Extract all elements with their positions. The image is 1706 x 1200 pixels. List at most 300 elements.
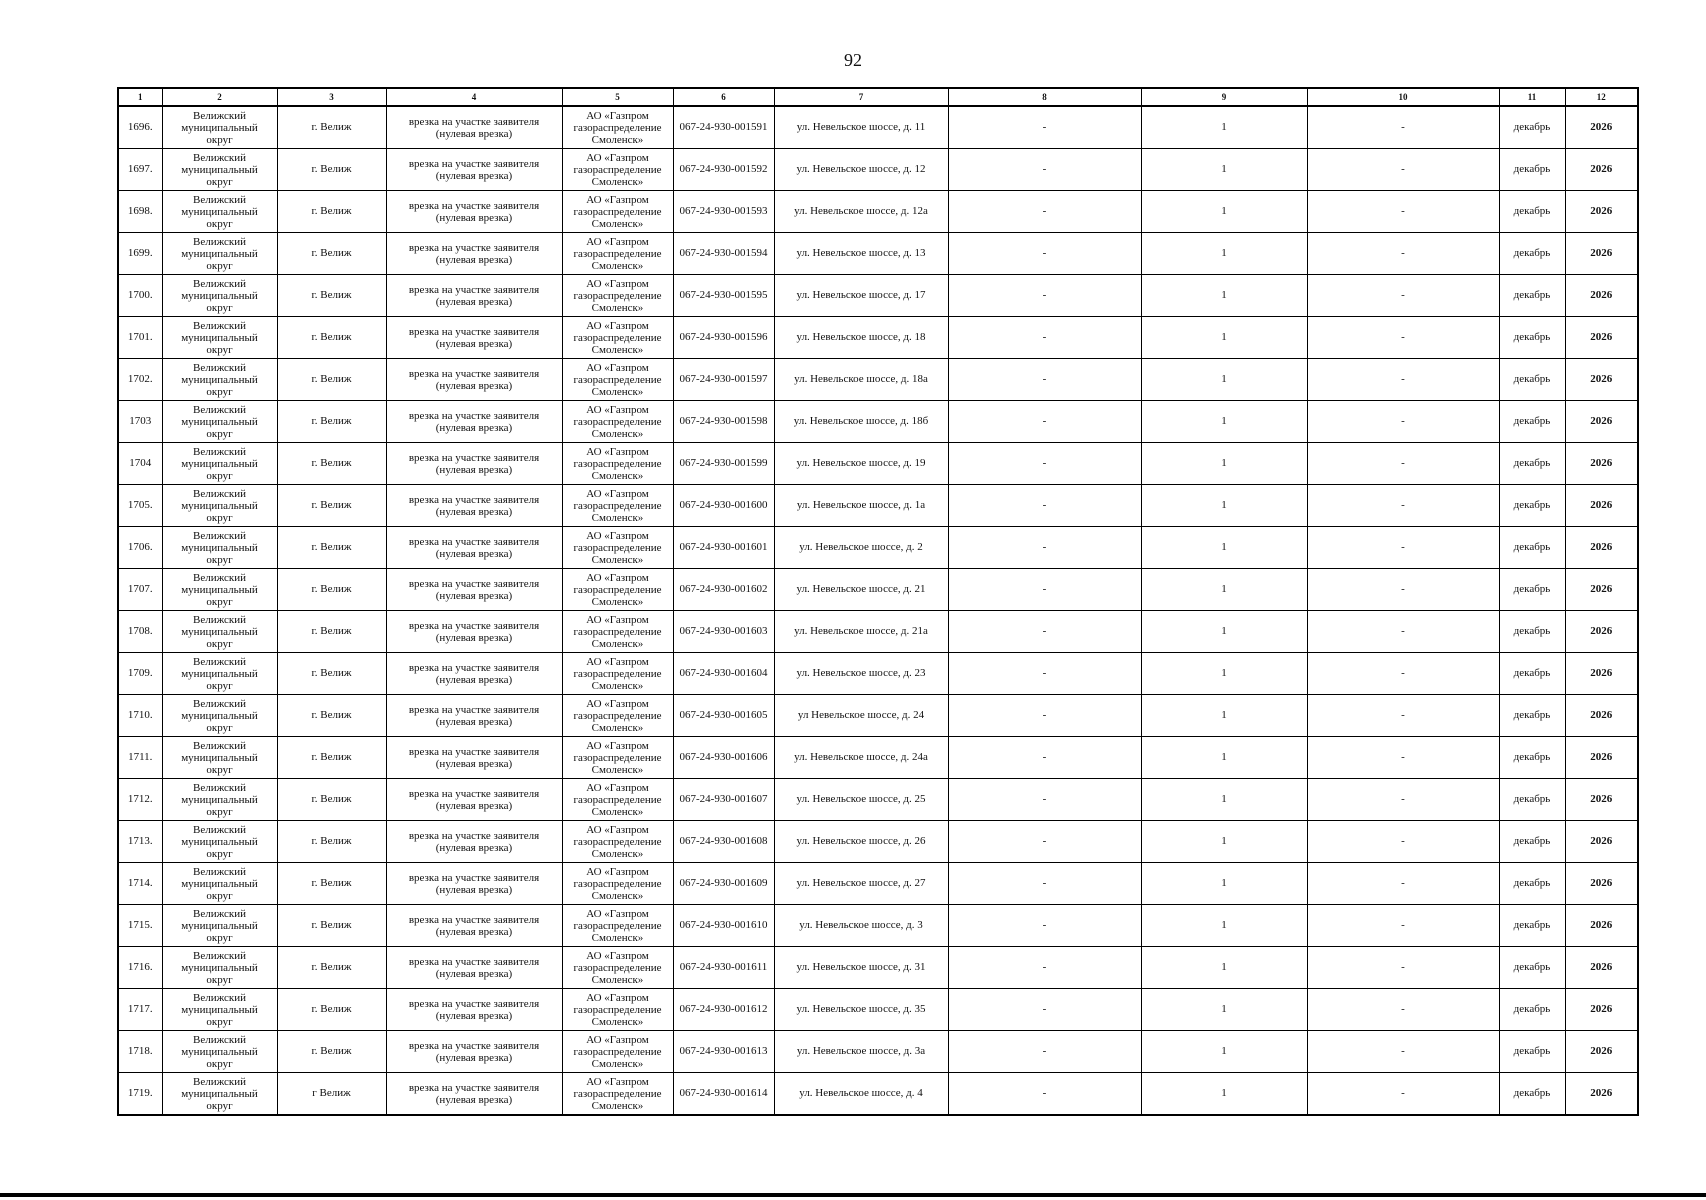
application-code: 067-24-930-001600 [673, 485, 774, 527]
table-row [118, 191, 1638, 233]
table-row [118, 443, 1638, 485]
table-body [118, 106, 1638, 1115]
address: ул. Невельское шоссе, д. 21а [774, 611, 948, 653]
municipal-district [162, 905, 277, 947]
municipal-district-line: округ [206, 301, 233, 314]
connection-type-line: врезка на участке заявителя [408, 955, 540, 968]
gas-organization [562, 149, 673, 191]
column-header-3: 3 [277, 88, 386, 106]
connection-type-line: (нулевая врезка) [435, 211, 513, 224]
gas-organization [562, 905, 673, 947]
gas-organization-line: Смоленск» [591, 259, 644, 272]
municipal-district [162, 779, 277, 821]
column-10-value: - [1307, 863, 1499, 905]
municipal-district [162, 863, 277, 905]
row-number: 1703 [118, 401, 162, 443]
column-8-value: - [948, 779, 1141, 821]
municipal-district-line: Велижский [193, 571, 246, 584]
column-9-value: 1 [1141, 317, 1307, 359]
gas-organization-line: АО «Газпром [586, 361, 649, 374]
municipal-district-line: Велижский [193, 1075, 246, 1088]
address: ул. Невельское шоссе, д. 11 [774, 106, 948, 149]
gas-organization [562, 527, 673, 569]
month: декабрь [1499, 863, 1565, 905]
gas-organization-line: АО «Газпром [586, 151, 649, 164]
gas-organization-line: газораспределение [573, 835, 662, 848]
city: г. Велиж [277, 149, 386, 191]
address: ул. Невельское шоссе, д. 27 [774, 863, 948, 905]
gas-organization [562, 1031, 673, 1073]
address: ул. Невельское шоссе, д. 19 [774, 443, 948, 485]
municipal-district [162, 149, 277, 191]
gas-organization-line: АО «Газпром [586, 739, 649, 752]
year: 2026 [1565, 905, 1638, 947]
connection-type [386, 401, 562, 443]
column-8-value: - [948, 905, 1141, 947]
month: декабрь [1499, 611, 1565, 653]
row-number: 1709. [118, 653, 162, 695]
column-10-value: - [1307, 359, 1499, 401]
gas-organization-line: Смоленск» [591, 889, 644, 902]
month: декабрь [1499, 317, 1565, 359]
connection-type-line: (нулевая врезка) [435, 925, 513, 938]
column-9-value: 1 [1141, 695, 1307, 737]
gas-organization-line: АО «Газпром [586, 613, 649, 626]
gas-organization-line: АО «Газпром [586, 277, 649, 290]
column-9-value: 1 [1141, 233, 1307, 275]
row-number: 1697. [118, 149, 162, 191]
application-code: 067-24-930-001603 [673, 611, 774, 653]
application-code: 067-24-930-001602 [673, 569, 774, 611]
gas-organization-line: газораспределение [573, 499, 662, 512]
gas-organization-line: Смоленск» [591, 217, 644, 230]
connection-type-line: врезка на участке заявителя [408, 283, 540, 296]
row-number: 1701. [118, 317, 162, 359]
municipal-district-line: Велижский [193, 277, 246, 290]
municipal-district-line: муниципальный [181, 583, 258, 596]
city: г. Велиж [277, 443, 386, 485]
table-row [118, 149, 1638, 191]
table-row [118, 905, 1638, 947]
gas-organization-line: газораспределение [573, 961, 662, 974]
column-10-value: - [1307, 737, 1499, 779]
municipal-district-line: Велижский [193, 361, 246, 374]
application-code: 067-24-930-001598 [673, 401, 774, 443]
row-number: 1706. [118, 527, 162, 569]
table-row [118, 611, 1638, 653]
table-row [118, 401, 1638, 443]
gas-organization-line: газораспределение [573, 247, 662, 260]
column-10-value: - [1307, 695, 1499, 737]
address: ул. Невельское шоссе, д. 18б [774, 401, 948, 443]
table-row [118, 527, 1638, 569]
municipal-district [162, 359, 277, 401]
row-number: 1696. [118, 106, 162, 149]
city: г. Велиж [277, 401, 386, 443]
month: декабрь [1499, 989, 1565, 1031]
gas-organization [562, 779, 673, 821]
month: декабрь [1499, 653, 1565, 695]
municipal-district-line: Велижский [193, 193, 246, 206]
gas-organization [562, 863, 673, 905]
connection-type-line: врезка на участке заявителя [408, 493, 540, 506]
column-9-value: 1 [1141, 821, 1307, 863]
municipal-district-line: Велижский [193, 781, 246, 794]
municipal-district-line: округ [206, 1099, 233, 1112]
connection-type [386, 905, 562, 947]
gas-organization [562, 611, 673, 653]
column-header-10: 10 [1307, 88, 1499, 106]
connection-type-line: врезка на участке заявителя [408, 745, 540, 758]
gas-organization-line: АО «Газпром [586, 403, 649, 416]
municipal-district-line: Велижский [193, 235, 246, 248]
column-9-value: 1 [1141, 989, 1307, 1031]
municipal-district [162, 947, 277, 989]
city: г. Велиж [277, 191, 386, 233]
column-8-value: - [948, 275, 1141, 317]
gas-organization-line: Смоленск» [591, 469, 644, 482]
gas-organization [562, 569, 673, 611]
table-row [118, 947, 1638, 989]
city: г. Велиж [277, 527, 386, 569]
column-10-value: - [1307, 106, 1499, 149]
municipal-district-line: муниципальный [181, 247, 258, 260]
municipal-district-line: Велижский [193, 109, 246, 122]
gas-organization-line: газораспределение [573, 1045, 662, 1058]
gas-organization-line: Смоленск» [591, 595, 644, 608]
municipal-district-line: муниципальный [181, 961, 258, 974]
city: г. Велиж [277, 695, 386, 737]
application-code: 067-24-930-001601 [673, 527, 774, 569]
municipal-district [162, 821, 277, 863]
connection-type [386, 443, 562, 485]
connection-type-line: врезка на участке заявителя [408, 577, 540, 590]
table-row [118, 989, 1638, 1031]
gas-organization-line: газораспределение [573, 793, 662, 806]
table-row [118, 1073, 1638, 1116]
row-number: 1712. [118, 779, 162, 821]
municipal-district-line: округ [206, 805, 233, 818]
municipal-district-line: Велижский [193, 613, 246, 626]
connection-type-line: врезка на участке заявителя [408, 703, 540, 716]
connection-type [386, 653, 562, 695]
column-8-value: - [948, 569, 1141, 611]
connection-type-line: (нулевая врезка) [435, 505, 513, 518]
column-9-value: 1 [1141, 401, 1307, 443]
municipal-district-line: муниципальный [181, 331, 258, 344]
column-9-value: 1 [1141, 1073, 1307, 1116]
column-10-value: - [1307, 653, 1499, 695]
column-header-1: 1 [118, 88, 162, 106]
column-9-value: 1 [1141, 106, 1307, 149]
municipal-district [162, 653, 277, 695]
gas-organization [562, 359, 673, 401]
gas-organization-line: Смоленск» [591, 763, 644, 776]
column-8-value: - [948, 317, 1141, 359]
municipal-district-line: округ [206, 931, 233, 944]
gas-organization-line: АО «Газпром [586, 571, 649, 584]
year: 2026 [1565, 569, 1638, 611]
municipal-district-line: округ [206, 175, 233, 188]
month: декабрь [1499, 443, 1565, 485]
gas-organization-line: Смоленск» [591, 1057, 644, 1070]
connection-type-line: (нулевая врезка) [435, 421, 513, 434]
table-row [118, 359, 1638, 401]
address: ул. Невельское шоссе, д. 24а [774, 737, 948, 779]
column-8-value: - [948, 401, 1141, 443]
municipal-district-line: муниципальный [181, 667, 258, 680]
month: декабрь [1499, 359, 1565, 401]
connection-type [386, 695, 562, 737]
application-code: 067-24-930-001604 [673, 653, 774, 695]
municipal-district-line: округ [206, 343, 233, 356]
gas-organization [562, 191, 673, 233]
gas-organization-line: Смоленск» [591, 805, 644, 818]
connection-type-line: (нулевая врезка) [435, 253, 513, 266]
municipal-district-line: муниципальный [181, 835, 258, 848]
city: г. Велиж [277, 821, 386, 863]
address: ул. Невельское шоссе, д. 18 [774, 317, 948, 359]
application-code: 067-24-930-001593 [673, 191, 774, 233]
connection-type [386, 821, 562, 863]
municipal-district-line: округ [206, 511, 233, 524]
column-10-value: - [1307, 527, 1499, 569]
municipal-district-line: округ [206, 637, 233, 650]
connection-type [386, 527, 562, 569]
gas-organization-line: Смоленск» [591, 637, 644, 650]
column-10-value: - [1307, 1073, 1499, 1116]
connection-type-line: (нулевая врезка) [435, 169, 513, 182]
gas-organization [562, 737, 673, 779]
municipal-district-line: Велижский [193, 991, 246, 1004]
column-9-value: 1 [1141, 443, 1307, 485]
address: ул. Невельское шоссе, д. 25 [774, 779, 948, 821]
address: ул. Невельское шоссе, д. 2 [774, 527, 948, 569]
city: г. Велиж [277, 106, 386, 149]
connection-type-line: врезка на участке заявителя [408, 535, 540, 548]
address: ул. Невельское шоссе, д. 31 [774, 947, 948, 989]
gas-organization-line: АО «Газпром [586, 445, 649, 458]
column-8-value: - [948, 1031, 1141, 1073]
city: г. Велиж [277, 275, 386, 317]
year: 2026 [1565, 275, 1638, 317]
municipal-district-line: муниципальный [181, 877, 258, 890]
gas-organization [562, 317, 673, 359]
connection-type [386, 485, 562, 527]
connection-type-line: врезка на участке заявителя [408, 199, 540, 212]
connection-type-line: (нулевая врезка) [435, 1051, 513, 1064]
column-header-6: 6 [673, 88, 774, 106]
connection-type-line: (нулевая врезка) [435, 547, 513, 560]
column-10-value: - [1307, 317, 1499, 359]
municipal-district-line: округ [206, 721, 233, 734]
address: ул. Невельское шоссе, д. 3 [774, 905, 948, 947]
connection-type-line: (нулевая врезка) [435, 1093, 513, 1106]
gas-organization-line: АО «Газпром [586, 697, 649, 710]
table-row [118, 737, 1638, 779]
gas-organization-line: Смоленск» [591, 175, 644, 188]
footer-rule [0, 1193, 1706, 1197]
gas-organization-line: газораспределение [573, 751, 662, 764]
gas-organization [562, 233, 673, 275]
gas-organization-line: газораспределение [573, 541, 662, 554]
address: ул Невельское шоссе, д. 24 [774, 695, 948, 737]
column-10-value: - [1307, 191, 1499, 233]
gas-organization-line: Смоленск» [591, 553, 644, 566]
column-9-value: 1 [1141, 359, 1307, 401]
year: 2026 [1565, 1031, 1638, 1073]
municipal-district-line: муниципальный [181, 625, 258, 638]
connection-type-line: врезка на участке заявителя [408, 1039, 540, 1052]
connection-type-line: (нулевая врезка) [435, 673, 513, 686]
connection-type [386, 275, 562, 317]
gas-organization [562, 653, 673, 695]
gas-organization-line: АО «Газпром [586, 235, 649, 248]
column-9-value: 1 [1141, 779, 1307, 821]
municipal-district-line: Велижский [193, 445, 246, 458]
municipal-district-line: муниципальный [181, 1003, 258, 1016]
year: 2026 [1565, 1073, 1638, 1116]
year: 2026 [1565, 359, 1638, 401]
connection-type-line: врезка на участке заявителя [408, 367, 540, 380]
address: ул. Невельское шоссе, д. 18а [774, 359, 948, 401]
year: 2026 [1565, 611, 1638, 653]
municipal-district-line: округ [206, 1015, 233, 1028]
column-10-value: - [1307, 821, 1499, 863]
application-code: 067-24-930-001611 [673, 947, 774, 989]
gas-organization [562, 485, 673, 527]
column-8-value: - [948, 527, 1141, 569]
row-number: 1713. [118, 821, 162, 863]
connection-type-line: (нулевая врезка) [435, 967, 513, 980]
month: декабрь [1499, 821, 1565, 863]
gas-organization-line: АО «Газпром [586, 109, 649, 122]
column-10-value: - [1307, 233, 1499, 275]
row-number: 1700. [118, 275, 162, 317]
month: декабрь [1499, 737, 1565, 779]
gas-organization-line: газораспределение [573, 709, 662, 722]
gas-organization-line: Смоленск» [591, 931, 644, 944]
gas-connection-table [117, 87, 1639, 1116]
column-9-value: 1 [1141, 527, 1307, 569]
year: 2026 [1565, 737, 1638, 779]
gas-organization [562, 443, 673, 485]
table-row [118, 863, 1638, 905]
gas-organization-line: газораспределение [573, 331, 662, 344]
gas-organization-line: АО «Газпром [586, 991, 649, 1004]
connection-type [386, 149, 562, 191]
application-code: 067-24-930-001591 [673, 106, 774, 149]
municipal-district [162, 485, 277, 527]
municipal-district-line: Велижский [193, 529, 246, 542]
gas-organization-line: газораспределение [573, 289, 662, 302]
municipal-district-line: Велижский [193, 1033, 246, 1046]
municipal-district-line: округ [206, 889, 233, 902]
column-header-9: 9 [1141, 88, 1307, 106]
connection-type-line: (нулевая врезка) [435, 337, 513, 350]
column-9-value: 1 [1141, 863, 1307, 905]
row-number: 1707. [118, 569, 162, 611]
table-header [118, 88, 1638, 106]
column-8-value: - [948, 821, 1141, 863]
gas-organization-line: газораспределение [573, 121, 662, 134]
gas-organization-line: АО «Газпром [586, 949, 649, 962]
municipal-district-line: муниципальный [181, 205, 258, 218]
column-8-value: - [948, 485, 1141, 527]
municipal-district-line: Велижский [193, 697, 246, 710]
connection-type-line: врезка на участке заявителя [408, 871, 540, 884]
month: декабрь [1499, 275, 1565, 317]
column-8-value: - [948, 443, 1141, 485]
municipal-district [162, 611, 277, 653]
municipal-district [162, 317, 277, 359]
gas-organization-line: Смоленск» [591, 511, 644, 524]
gas-organization-line: газораспределение [573, 625, 662, 638]
connection-type-line: врезка на участке заявителя [408, 451, 540, 464]
column-9-value: 1 [1141, 485, 1307, 527]
municipal-district-line: округ [206, 259, 233, 272]
application-code: 067-24-930-001613 [673, 1031, 774, 1073]
connection-type [386, 233, 562, 275]
gas-organization-line: Смоленск» [591, 847, 644, 860]
column-header-5: 5 [562, 88, 673, 106]
gas-organization [562, 947, 673, 989]
table-row [118, 821, 1638, 863]
connection-type-line: врезка на участке заявителя [408, 409, 540, 422]
gas-organization-line: газораспределение [573, 583, 662, 596]
connection-type-line: (нулевая врезка) [435, 463, 513, 476]
table-row [118, 695, 1638, 737]
month: декабрь [1499, 191, 1565, 233]
table-row [118, 317, 1638, 359]
municipal-district-line: округ [206, 469, 233, 482]
connection-type-line: врезка на участке заявителя [408, 241, 540, 254]
connection-type [386, 106, 562, 149]
table-row [118, 485, 1638, 527]
municipal-district-line: муниципальный [181, 751, 258, 764]
gas-organization-line: Смоленск» [591, 721, 644, 734]
column-9-value: 1 [1141, 611, 1307, 653]
gas-organization-line: АО «Газпром [586, 1075, 649, 1088]
address: ул. Невельское шоссе, д. 17 [774, 275, 948, 317]
connection-type [386, 737, 562, 779]
application-code: 067-24-930-001599 [673, 443, 774, 485]
gas-organization [562, 106, 673, 149]
column-header-4: 4 [386, 88, 562, 106]
city: г. Велиж [277, 779, 386, 821]
municipal-district-line: округ [206, 553, 233, 566]
municipal-district [162, 275, 277, 317]
gas-organization-line: АО «Газпром [586, 655, 649, 668]
connection-type [386, 779, 562, 821]
gas-organization-line: Смоленск» [591, 1015, 644, 1028]
city: г. Велиж [277, 317, 386, 359]
gas-organization-line: газораспределение [573, 415, 662, 428]
column-9-value: 1 [1141, 569, 1307, 611]
city: г. Велиж [277, 653, 386, 695]
page-number: 92 [844, 50, 862, 70]
column-9-value: 1 [1141, 905, 1307, 947]
municipal-district [162, 443, 277, 485]
municipal-district-line: муниципальный [181, 709, 258, 722]
municipal-district [162, 1031, 277, 1073]
gas-organization-line: газораспределение [573, 373, 662, 386]
municipal-district-line: округ [206, 847, 233, 860]
column-8-value: - [948, 653, 1141, 695]
municipal-district [162, 569, 277, 611]
row-number: 1715. [118, 905, 162, 947]
row-number: 1711. [118, 737, 162, 779]
